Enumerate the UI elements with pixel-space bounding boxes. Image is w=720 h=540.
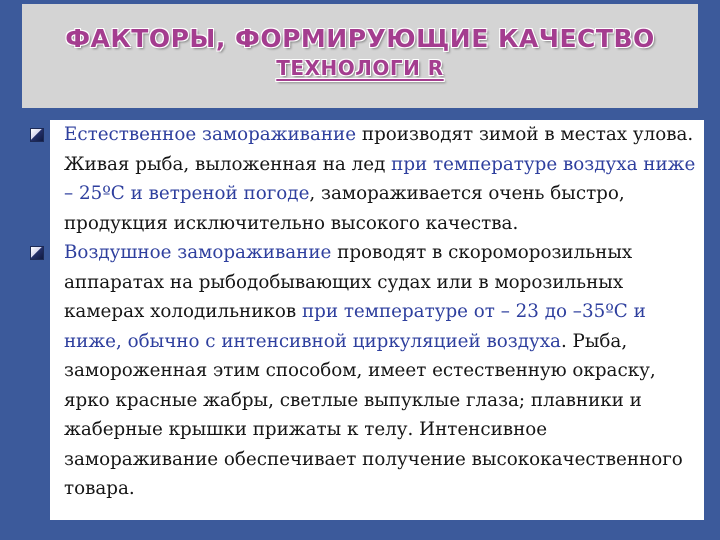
slide-subtitle: [22, 56, 698, 80]
content-area: [0, 120, 720, 540]
item-text: проводят в скороморозильных аппаратах на рыбодобывающих судах или в морозильных камерах холодильников: [64, 242, 633, 322]
item-highlight: при температуре воздуха ниже – 25ºС и ветреной погоде: [64, 153, 696, 204]
slide-title: ФАКТОРЫ, ФОРМИРУЮЩИЕ КАЧЕСТВО: [65, 24, 655, 53]
slide-subtitle-text: ТЕХНОЛОГИ R: [276, 56, 444, 80]
title-panel: [22, 4, 698, 108]
bullet-list: [30, 120, 704, 504]
checkbox-bullet-icon: [30, 246, 44, 260]
item-text: производят зимой в местах улова. Живая рыба, выложенная на лед: [64, 124, 694, 175]
item-text-end: . Рыба, замороженная этим способом, имеет естественную окраску, ярко красные жабры, светлые выпуклые глаза; плавники и жаберные крышки прижаты к телу. Интенсивное замораживание обеспечивает получение высококачественного товара.: [64, 330, 683, 499]
item-label: Воздушное замораживание: [64, 242, 332, 263]
item-highlight: при температуре от – 23 до –35ºС и ниже, обычно с интенсивной циркуляцией воздуха: [64, 301, 646, 352]
item-text-end: , замораживается очень быстро, продукция исключительно высокого качества.: [64, 183, 625, 234]
bullet-item-air-freezing: [30, 238, 704, 504]
bullet-item-natural-freezing: [30, 120, 704, 238]
item-label: Естественное замораживание: [64, 124, 357, 145]
checkbox-bullet-icon: [30, 128, 44, 142]
